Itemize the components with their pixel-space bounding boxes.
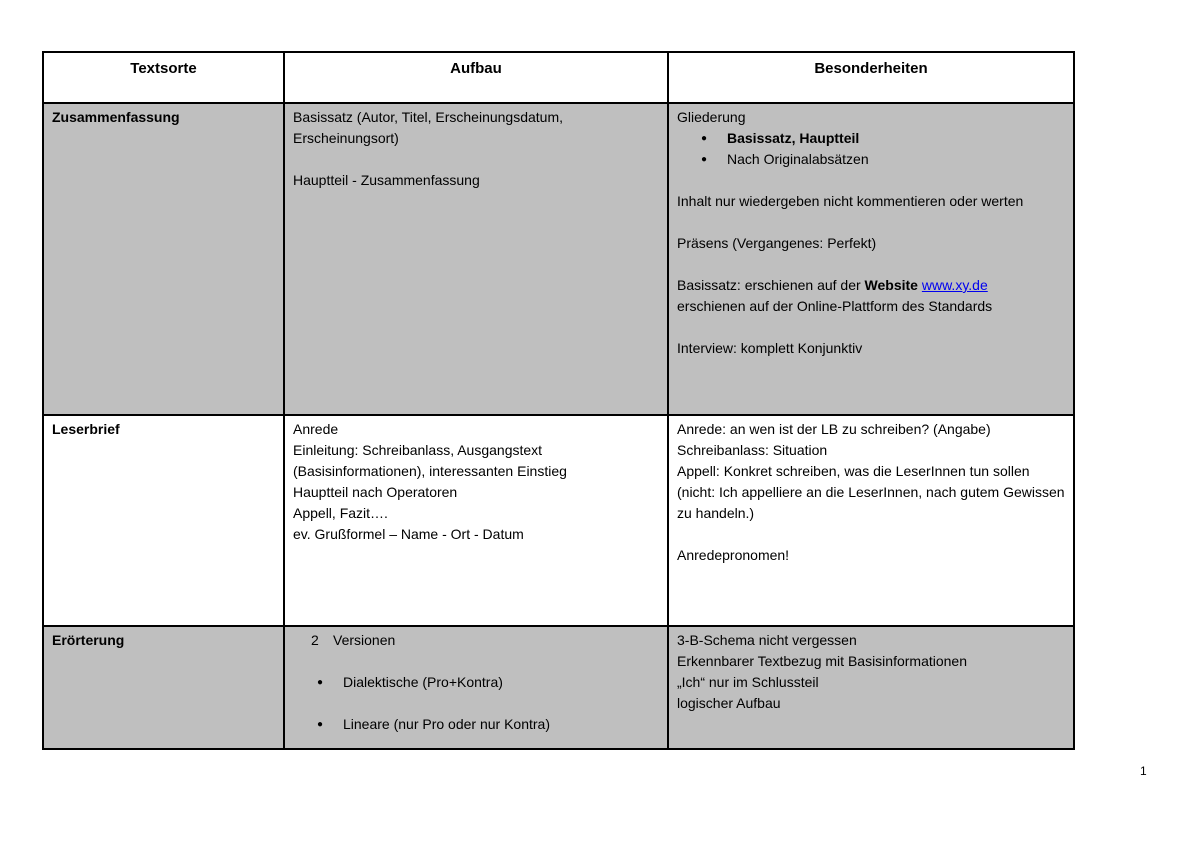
- aufbau-line: Appell, Fazit….: [293, 505, 388, 521]
- aufbau-line: Anrede: [293, 421, 339, 437]
- aufbau-cell: [284, 626, 668, 749]
- aufbau-cell: [284, 103, 668, 415]
- besonderheiten-line: (nicht: Ich appelliere an die LeserInnen, nach gutem Gewissen zu handeln.): [677, 484, 1069, 521]
- row-name-cell: [43, 103, 284, 415]
- spacer: [677, 524, 1065, 545]
- besonderheiten-line: Erkennbarer Textbezug mit Basisinformationen: [677, 653, 968, 669]
- besonderheiten-line: Präsens (Vergangenes: Perfekt): [677, 235, 877, 251]
- spacer: [677, 212, 1065, 233]
- list-item: ● Lineare (nur Pro oder nur Kontra): [343, 714, 659, 735]
- list-item: ● Basissatz, Hauptteil: [727, 128, 1065, 149]
- besonderheiten-line: 3-B-Schema nicht vergessen: [677, 632, 857, 648]
- aufbau-line: Hauptteil nach Operatoren: [293, 484, 458, 500]
- besonderheiten-line: Inhalt nur wiedergeben nicht kommentieren oder werten: [677, 193, 1024, 209]
- table-row: [43, 415, 1074, 626]
- header-aufbau: Aufbau: [284, 52, 668, 103]
- besonderheiten-line: Schreibanlass: Situation: [677, 442, 828, 458]
- besonderheiten-cell: [668, 415, 1074, 626]
- list-item: ● Dialektische (Pro+Kontra): [343, 672, 659, 693]
- spacer: [293, 651, 659, 672]
- aufbau-line: Hauptteil - Zusammenfassung: [293, 172, 480, 188]
- bullet-list: [677, 128, 1065, 170]
- header-row: [43, 52, 1074, 103]
- besonderheiten-line: [677, 275, 1065, 296]
- besonderheiten-line: logischer Aufbau: [677, 695, 781, 711]
- besonderheiten-line: Anredepronomen!: [677, 547, 790, 563]
- spacer: [293, 693, 659, 714]
- bullet-list: [293, 672, 659, 693]
- aufbau-line: Einleitung: Schreibanlass, Ausgangstext (Basisinformationen), interessanten Einstieg: [293, 442, 567, 479]
- row-name: Leserbrief: [52, 421, 120, 437]
- spacer: [677, 254, 1065, 275]
- row-name: Zusammenfassung: [52, 109, 180, 125]
- besonderheiten-heading: Gliederung: [677, 109, 746, 125]
- table-row: [43, 626, 1074, 749]
- header-textsorte: Textsorte: [43, 52, 284, 103]
- page-number: 1: [1140, 764, 1147, 778]
- besonderheiten-cell: [668, 103, 1074, 415]
- besonderheiten-line: Anrede: an wen ist der LB zu schreiben? (Angabe): [677, 421, 991, 437]
- row-name-cell: [43, 415, 284, 626]
- aufbau-line: Basissatz (Autor, Titel, Erscheinungsdatum, Erscheinungsort): [293, 109, 567, 146]
- item-number: 2: [311, 632, 319, 648]
- besonderheiten-line: Interview: komplett Konjunktiv: [677, 340, 863, 356]
- row-name-cell: [43, 626, 284, 749]
- list-item: ● Nach Originalabsätzen: [727, 149, 1065, 170]
- spacer: [293, 149, 659, 170]
- bullet-list: [293, 714, 659, 735]
- numbered-text: Versionen: [333, 632, 396, 648]
- table-row: [43, 103, 1074, 415]
- website-link[interactable]: www.xy.de: [921, 277, 988, 293]
- text-segment: Basissatz: erschienen auf der: [677, 277, 865, 293]
- besonderheiten-line: Appell: Konkret schreiben, was die LeserInnen tun sollen: [677, 463, 1030, 479]
- besonderheiten-cell: [668, 626, 1074, 749]
- besonderheiten-line: „Ich“ nur im Schlussteil: [677, 674, 819, 690]
- aufbau-line: ev. Grußformel – Name - Ort - Datum: [293, 526, 524, 542]
- text-types-table: [42, 51, 1075, 750]
- aufbau-cell: [284, 415, 668, 626]
- spacer: [677, 317, 1065, 338]
- spacer: [677, 170, 1065, 191]
- row-name: Erörterung: [52, 632, 125, 648]
- besonderheiten-line: erschienen auf der Online-Plattform des Standards: [677, 298, 993, 314]
- bold-segment: Website: [864, 277, 918, 293]
- header-besonderheiten: Besonderheiten: [668, 52, 1074, 103]
- numbered-item: [293, 630, 659, 651]
